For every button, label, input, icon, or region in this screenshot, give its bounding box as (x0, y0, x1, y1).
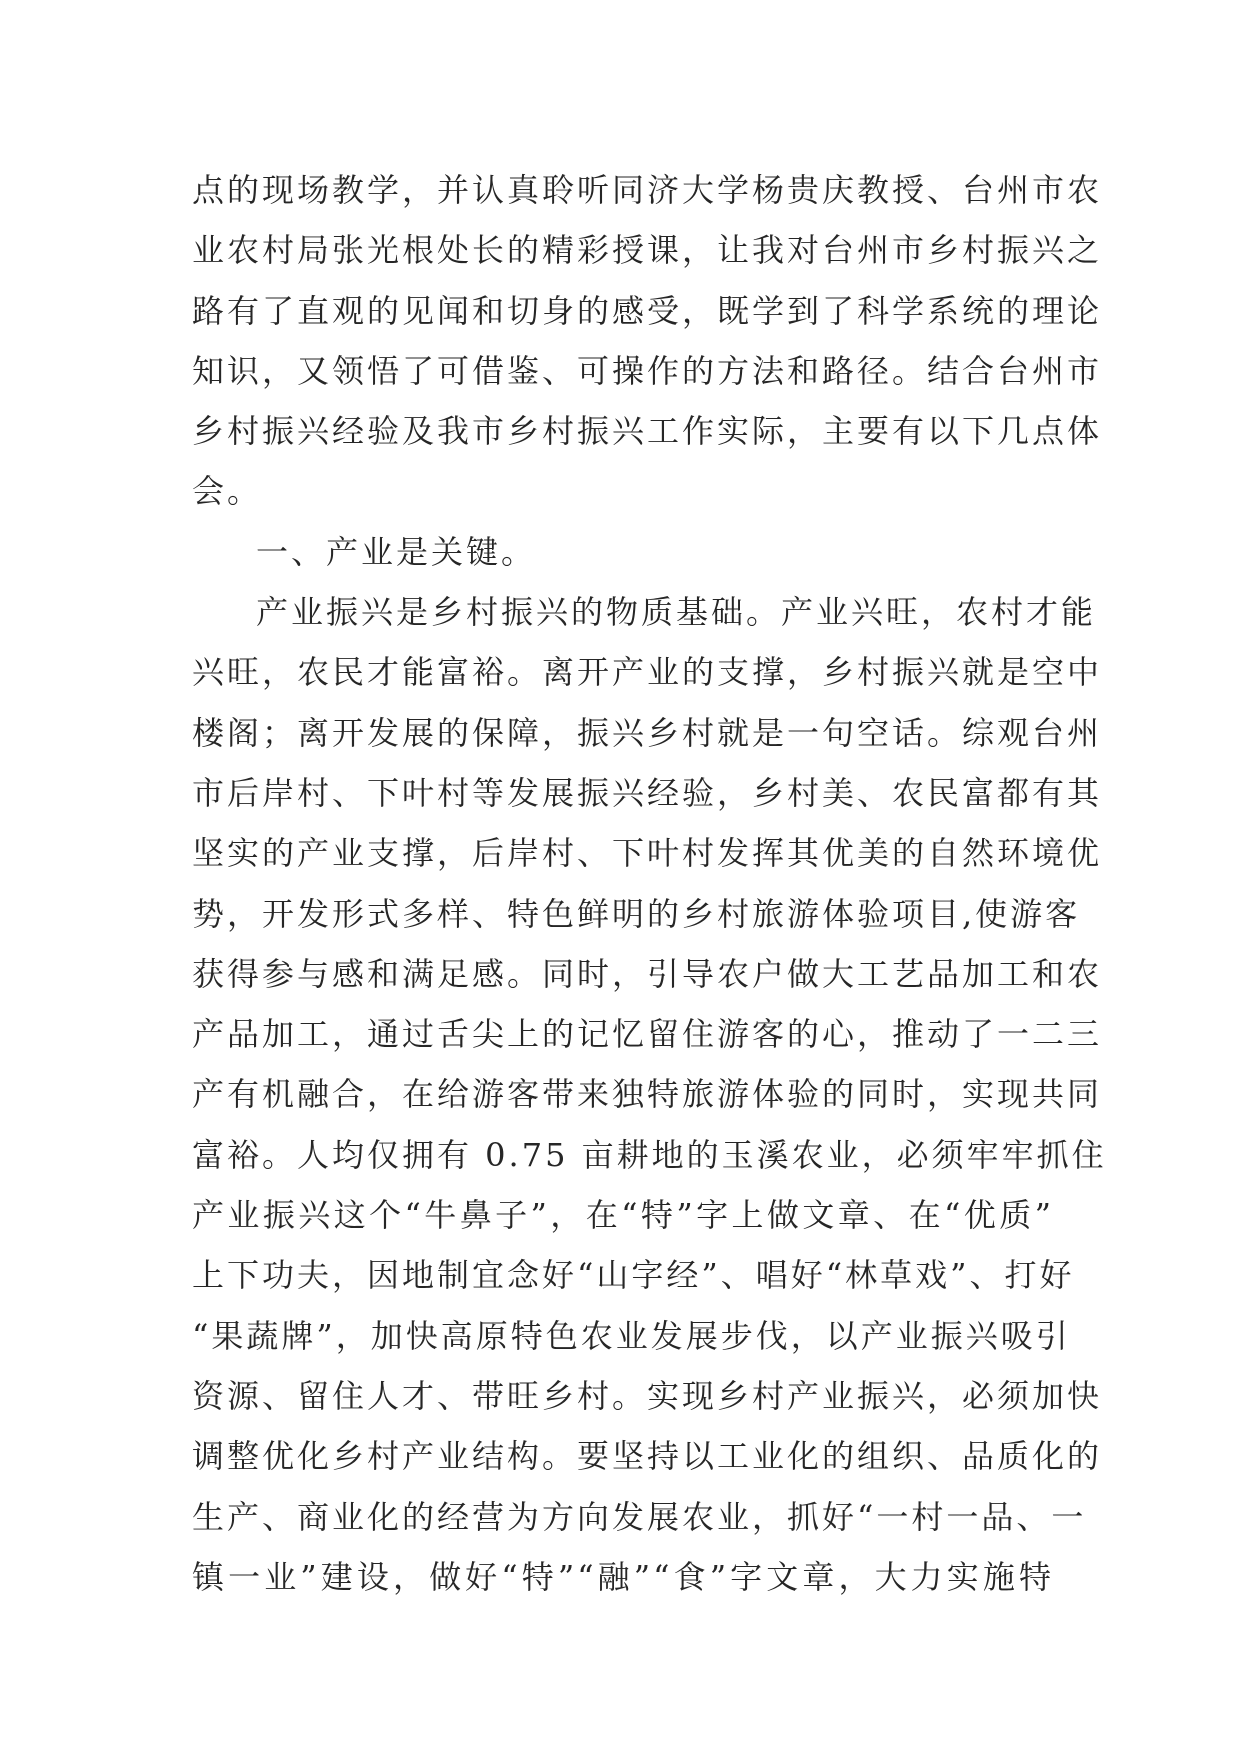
text-line: 坚实的产业支撑，后岸村、下叶村发挥其优美的自然环境优 (192, 834, 1103, 873)
text-line: 势，开发形式多样、特色鲜明的乡村旅游体验项目,使游客 (192, 894, 1081, 933)
text-line: 路有了直观的见闻和切身的感受，既学到了科学系统的理论 (192, 291, 1103, 330)
body-text (192, 160, 1107, 1607)
text-line: 获得参与感和满足感。同时，引导农户做大工艺品加工和农 (192, 954, 1103, 993)
text-line: 产业振兴是乡村振兴的物质基础。产业兴旺，农村才能 (256, 593, 1097, 632)
text-line: 点的现场教学，并认真聆听同济大学杨贵庆教授、台州市农 (192, 171, 1103, 209)
text-line: 乡村振兴经验及我市乡村振兴工作实际，主要有以下几点体 (192, 412, 1103, 451)
text-line: 楼阁；离开发展的保障，振兴乡村就是一句空话。综观台州 (192, 713, 1103, 752)
text-line: 富裕。人均仅拥有 0.75 亩耕地的玉溪农业，必须牢牢抓住 (192, 1135, 1107, 1174)
text-line: 上下功夫，因地制宜念好“山字经”、唱好“林草戏”、打好 (192, 1256, 1075, 1295)
text-line: 业农村局张光根处长的精彩授课，让我对台州市乡村振兴之 (192, 231, 1103, 270)
text-line: “果蔬牌”，加快高原特色农业发展步伐，以产业振兴吸引 (192, 1316, 1071, 1355)
text-line: 知识，又领悟了可借鉴、可操作的方法和路径。结合台州市 (192, 351, 1103, 390)
section-heading: 一、产业是关键。 (256, 532, 537, 571)
text-line: 市后岸村、下叶村等发展振兴经验，乡村美、农民富都有其 (192, 773, 1103, 812)
text-line: 生产、商业化的经营为方向发展农业，抓好“一村一品、一 (192, 1497, 1087, 1536)
text-line: 产业振兴这个“牛鼻子”，在“特”字上做文章、在“优质” (192, 1196, 1054, 1235)
text-line: 产有机融合，在给游客带来独特旅游体验的同时，实现共同 (192, 1075, 1103, 1114)
text-line: 产品加工，通过舌尖上的记忆留住游客的心，推动了一二三 (192, 1015, 1103, 1054)
text-line: 会。 (192, 472, 263, 511)
text-line: 资源、留住人才、带旺乡村。实现乡村产业振兴，必须加快 (192, 1376, 1103, 1415)
text-line: 镇一业”建设，做好“特”“融”“食”字文章，大力实施特 (192, 1557, 1054, 1596)
text-line: 调整优化乡村产业结构。要坚持以工业化的组织、品质化的 (192, 1437, 1103, 1476)
text-line: 兴旺，农民才能富裕。离开产业的支撑，乡村振兴就是空中 (192, 653, 1103, 692)
